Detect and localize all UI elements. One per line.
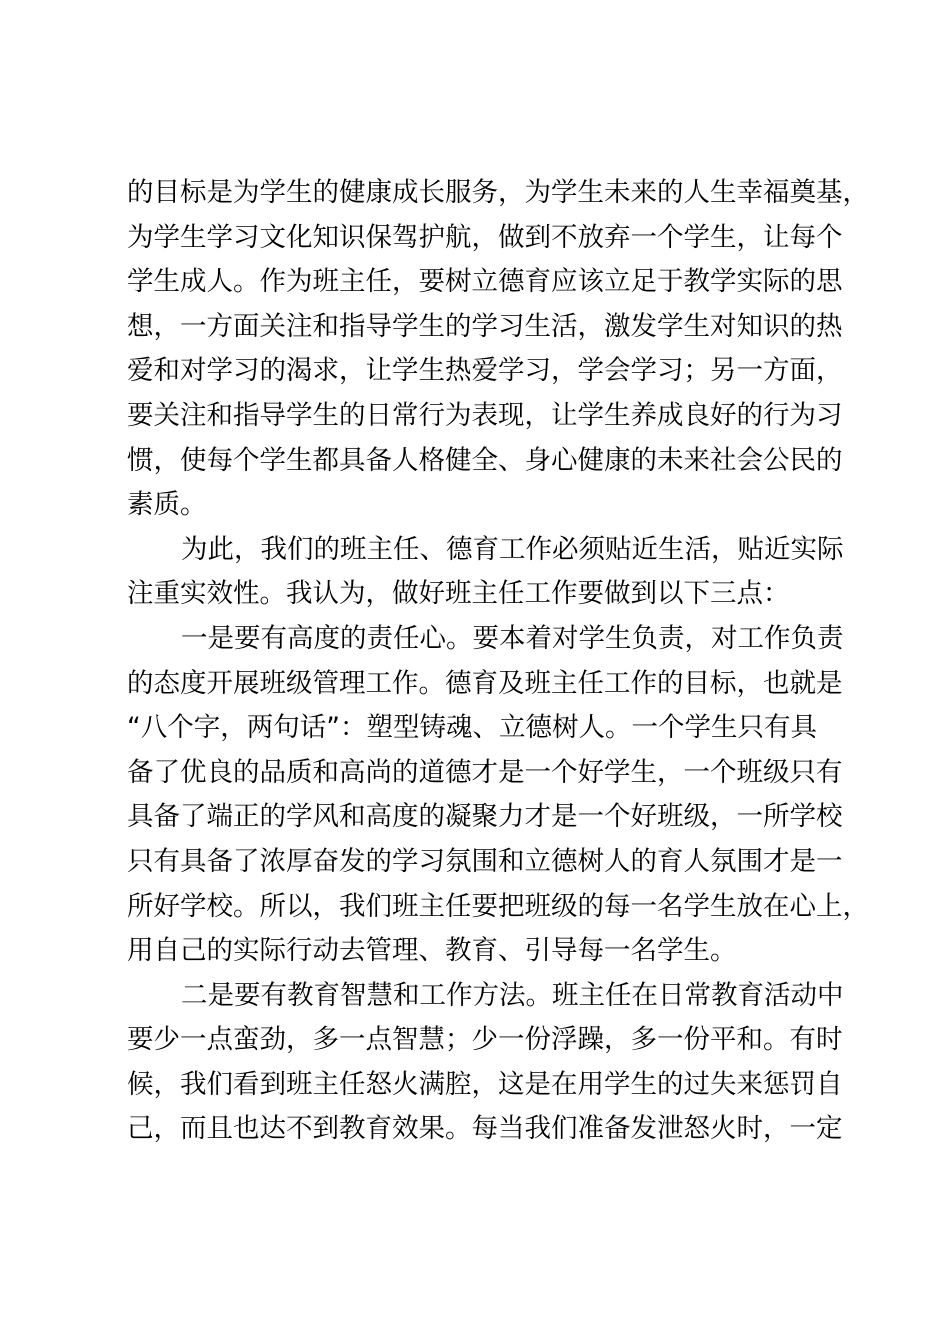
text-line-20: 要少一点蛮劲，多一点智慧；少一份浮躁，多一份平和。有时 <box>127 1024 843 1056</box>
text-line-5: 爱和对学习的渴求，让学生热爱学习，学会学习；另一方面， <box>127 355 843 387</box>
text-line-4: 想，一方面关注和指导学生的学习生活，激发学生对知识的热 <box>127 310 843 342</box>
text-line-9: 为此，我们的班主任、德育工作必须贴近生活，贴近实际 <box>181 533 844 565</box>
document-body <box>127 171 869 1152</box>
text-line-17: 所好学校。所以，我们班主任要把班级的每一名学生放在心上， <box>127 890 869 922</box>
text-line-3: 学生成人。作为班主任，要树立德育应该立足于教学实际的思 <box>127 266 843 298</box>
text-line-1: 的目标是为学生的健康成长服务，为学生未来的人生幸福奠基， <box>127 177 869 208</box>
text-line-14: 备了优良的品质和高尚的道德才是一个好学生，一个班级只有 <box>127 756 843 788</box>
text-line-10: 注重实效性。我认为，做好班主任工作要做到以下三点： <box>127 578 790 610</box>
text-line-7: 惯，使每个学生都具备人格健全、身心健康的未来社会公民的 <box>127 444 843 476</box>
text-line-22: 己，而且也达不到教育效果。每当我们准备发泄怒火时，一定 <box>127 1113 843 1145</box>
text-line-19: 二是要有教育智慧和工作方法。班主任在日常教育活动中 <box>181 979 844 1011</box>
text-line-15: 具备了端正的学风和高度的凝聚力才是一个好班级，一所学校 <box>127 801 843 833</box>
text-line-11: 一是要有高度的责任心。要本着对学生负责，对工作负责 <box>181 622 844 654</box>
text-line-2: 为学生学习文化知识保驾护航，做到不放弃一个学生，让每个 <box>127 221 843 253</box>
text-line-18: 用自己的实际行动去管理、教育、引导每一名学生。 <box>127 935 737 967</box>
text-line-16: 只有具备了浓厚奋发的学习氛围和立德树人的育人氛围才是一 <box>127 845 843 877</box>
text-line-8: 素质。 <box>127 489 207 521</box>
text-line-6: 要关注和指导学生的日常行为表现，让学生养成良好的行为习 <box>127 399 843 431</box>
text-line-21: 候，我们看到班主任怒火满腔，这是在用学生的过失来惩罚自 <box>127 1068 843 1100</box>
text-line-12: 的态度开展班级管理工作。德育及班主任工作的目标，也就是 <box>127 667 843 699</box>
text-line-13: “八个字，两句话”：塑型铸魂、立德树人。一个学生只有具 <box>127 712 817 744</box>
